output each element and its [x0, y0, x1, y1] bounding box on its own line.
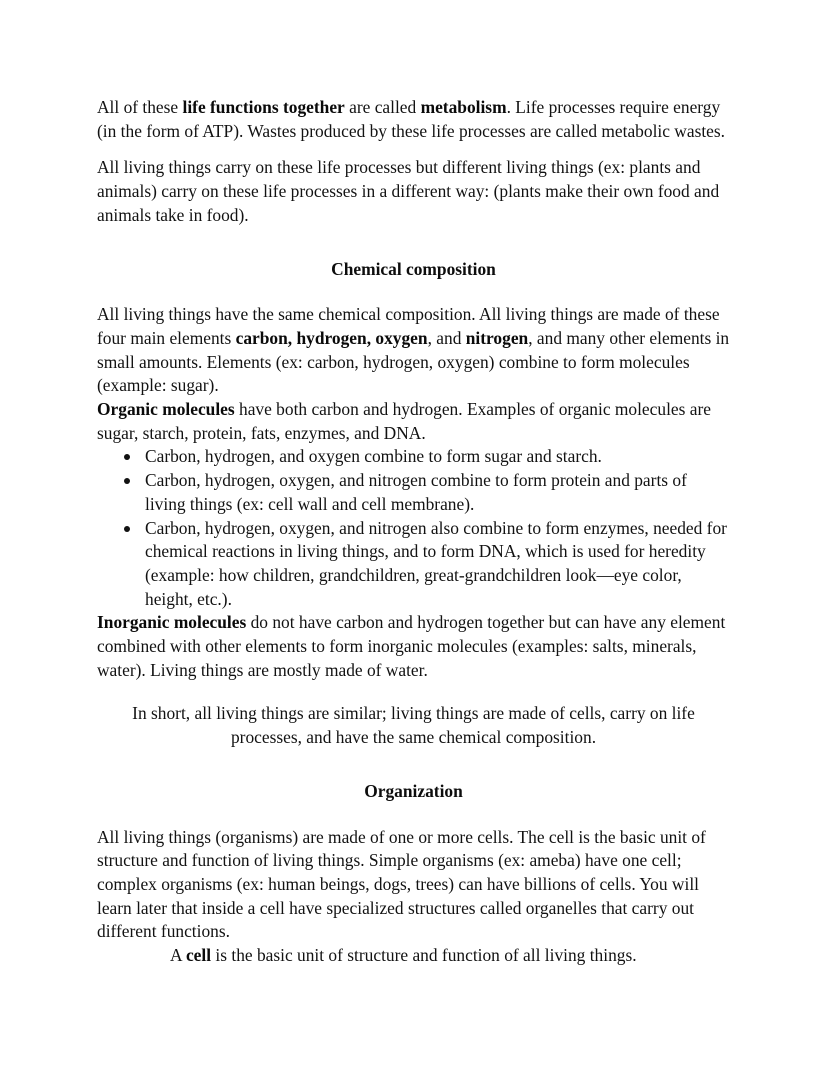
term-inorganic-molecules: Inorganic molecules [97, 612, 247, 633]
chemical-text-part-2: , and [427, 327, 466, 348]
paragraph-metabolism [97, 96, 730, 143]
term-organic-molecules: Organic molecules [97, 399, 235, 420]
list-item-text: Carbon, hydrogen, oxygen, and nitrogen also combine to form enzymes, needed for chemical reactions in living things, and to form DNA, which is used for heredity (example: how children, grandchildren, great-grandchildren look—eye color, height, etc.). [145, 517, 727, 609]
bullet-dot-icon [124, 526, 130, 532]
cell-definition-part-2: is the basic unit of structure and function of all living things. [211, 945, 637, 966]
term-carbon-hydrogen-oxygen: carbon, hydrogen, oxygen [235, 327, 428, 348]
organic-molecules-bullet-list [97, 445, 730, 611]
bullet-dot-icon [124, 454, 130, 460]
document-body [97, 96, 730, 968]
paragraph-cell-definition [97, 944, 730, 968]
cell-definition-part-1: A [170, 945, 186, 966]
chemical-text-part-3: , and many other elements in small amounts. Elements (ex: carbon, hydrogen, oxygen) combine to form molecules (example: sugar). [97, 327, 730, 396]
term-life-functions-together: life functions together [182, 97, 345, 117]
paragraph-inorganic-molecules [97, 611, 730, 682]
paragraph-living-things-processes: All living things carry on these life processes but different living things (ex: plants and animals) carry on these life processes in a different way: (plants make their own food and animals take in food). [97, 157, 720, 225]
list-item [97, 517, 730, 612]
inorganic-text-part-1: do not have carbon and hydrogen together but can have any element combined with other elements to form inorganic molecules (examples: salts, minerals, water). Living things are mostly made of water. [97, 612, 726, 680]
term-metabolism: metabolism [420, 97, 507, 117]
paragraph-organic-molecules [97, 398, 730, 445]
organic-text-part-1: have both carbon and hydrogen. Examples of organic molecules are sugar, starch, protein, fats, enzymes, and DNA. [97, 399, 711, 443]
term-nitrogen: nitrogen [465, 327, 529, 348]
list-item-text: Carbon, hydrogen, and oxygen combine to form sugar and starch. [145, 446, 602, 467]
paragraph-organization: All living things (organisms) are made of one or more cells. The cell is the basic unit of structure and function of living things. Simple organisms (ex: ameba) have one cell; complex organisms (ex: human beings, dogs, trees) can have billions of cells. You will learn later that inside a cell have specialized structures called organelles that carry out different functions. [97, 826, 706, 942]
list-item [97, 445, 730, 469]
summary-statement: In short, all living things are similar; living things are made of cells, carry on life processes, and have the same chemical composition. [132, 703, 695, 748]
bullet-dot-icon [124, 478, 130, 484]
list-item [97, 469, 730, 516]
metabolism-text-part-2: are called [344, 97, 421, 117]
heading-chemical-composition: Chemical composition [331, 258, 496, 279]
list-item-text: Carbon, hydrogen, oxygen, and nitrogen combine to form protein and parts of living things (ex: cell wall and cell membrane). [145, 470, 687, 514]
heading-organization: Organization [364, 780, 463, 801]
metabolism-text-part-1: All of these [97, 97, 183, 117]
term-cell: cell [185, 945, 212, 966]
paragraph-chemical-composition [97, 303, 730, 398]
metabolism-text-part-3: . Life processes require energy (in the form of ATP). Wastes produced by these life processes are called metabolic wastes. [97, 97, 726, 141]
chemical-text-part-1: All living things have the same chemical composition. All living things are made of these four main elements [97, 304, 720, 348]
